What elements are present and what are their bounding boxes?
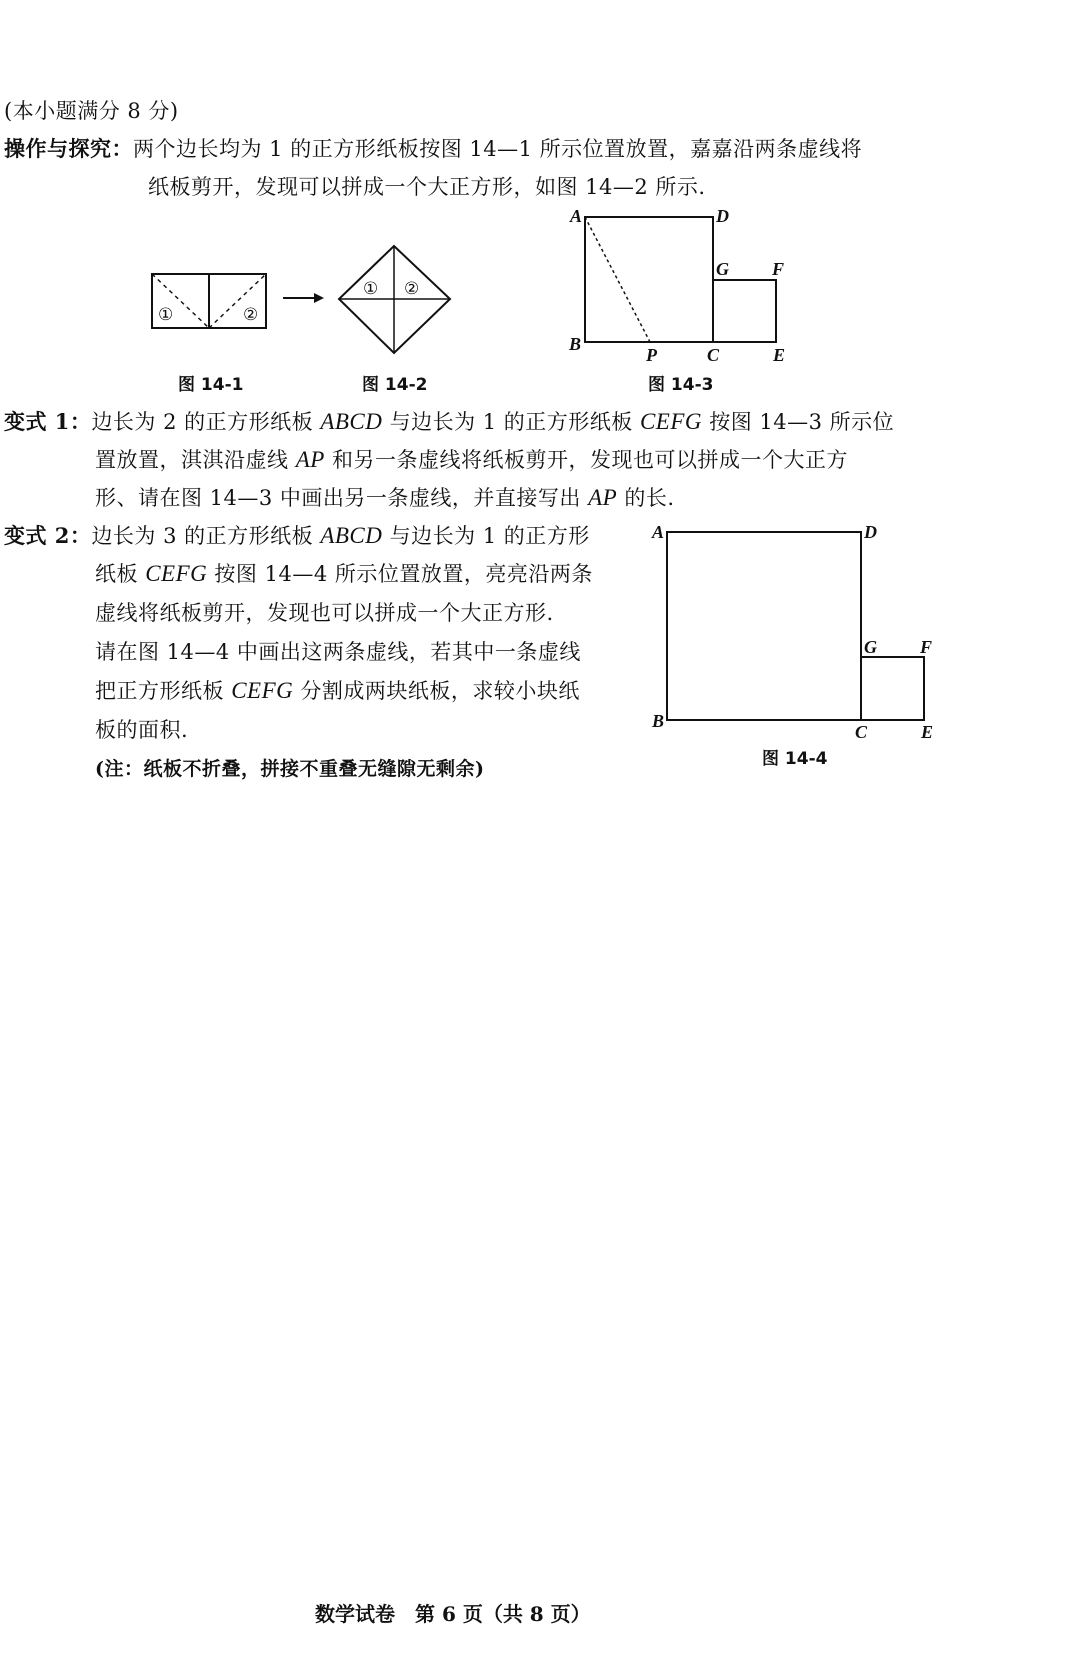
fig3-label-c: C bbox=[707, 345, 720, 365]
fig1-piece-1: ① bbox=[158, 305, 174, 325]
variant1-cefg: CEFG bbox=[639, 409, 703, 434]
problem-score-header: (本小题满分 8 分) bbox=[4, 99, 179, 123]
fig4-label-e: E bbox=[921, 722, 934, 742]
fig4-label-a: A bbox=[652, 522, 665, 542]
fig4-label-f: F bbox=[920, 637, 933, 657]
fig4-caption: 图 14-4 bbox=[762, 749, 828, 769]
fig3-label-e: E bbox=[773, 345, 786, 365]
variant2-label: 变式 2： bbox=[4, 523, 92, 548]
variant1-text-3a: 形、请在图 14—3 中画出另一条虚线，并直接写出 bbox=[95, 486, 589, 510]
fig2-piece-2: ② bbox=[404, 279, 420, 299]
variant2-text-5c: 分割成两块纸板，求较小块纸 bbox=[293, 679, 580, 703]
fig4-label-b: B bbox=[652, 711, 665, 731]
variant2-text-1a: 边长为 3 的正方形纸板 bbox=[91, 524, 321, 548]
note: (注：纸板不折叠，拼接不重叠无缝隙无剩余) bbox=[95, 758, 485, 780]
variant1-text-2a: 置放置，淇淇沿虚线 bbox=[95, 448, 296, 472]
variant2-line-4: 请在图 14—4 中画出这两条虚线，若其中一条虚线 bbox=[95, 640, 581, 664]
figure-14-3 bbox=[568, 206, 785, 365]
figure-14-1 bbox=[152, 274, 266, 328]
fig4-label-g: G bbox=[864, 637, 877, 657]
variant2-text-1c: 与边长为 1 的正方形 bbox=[382, 524, 590, 548]
intro-line-2: 纸板剪开，发现可以拼成一个大正方形，如图 14—2 所示. bbox=[148, 175, 706, 199]
variant1-line-1 bbox=[4, 406, 894, 436]
variant2-line-2 bbox=[95, 558, 593, 588]
fig3-cut-ap bbox=[585, 217, 650, 342]
variant1-text-2c: 和另一条虚线将纸板剪开，发现也可以拼成一个大正方 bbox=[324, 448, 848, 472]
fig4-square-cefg bbox=[861, 657, 924, 720]
page-footer: 数学试卷 第 6 页（共 8 页） bbox=[315, 1602, 591, 1626]
fig3-label-d: D bbox=[716, 206, 729, 226]
variant1-ap-2: AP bbox=[588, 485, 618, 510]
fig4-square-abcd bbox=[667, 532, 861, 720]
variant1-abcd: ABCD bbox=[320, 409, 383, 434]
fig3-label-a: A bbox=[570, 206, 583, 226]
fig3-label-p: P bbox=[646, 345, 657, 365]
variant2-line-6: 板的面积. bbox=[95, 718, 189, 742]
fig1-caption: 图 14-1 bbox=[178, 375, 244, 395]
variant2-line-3: 虚线将纸板剪开，发现也可以拼成一个大正方形. bbox=[95, 601, 554, 625]
variant2-text-2c: 按图 14—4 所示位置放置，亮亮沿两条 bbox=[207, 562, 593, 586]
fig3-label-b: B bbox=[569, 334, 582, 354]
fig1-piece-2: ② bbox=[243, 305, 259, 325]
variant1-label: 变式 1： bbox=[4, 409, 92, 434]
fig3-caption: 图 14-3 bbox=[648, 375, 714, 395]
variant2-cefg-2: CEFG bbox=[231, 678, 294, 703]
variant2-abcd: ABCD bbox=[320, 523, 383, 548]
variant2-text-2a: 纸板 bbox=[95, 562, 146, 586]
arrow-icon bbox=[283, 293, 324, 303]
variant2-line-1 bbox=[4, 520, 590, 550]
fig4-label-c: C bbox=[855, 722, 868, 742]
variant2-cefg-1: CEFG bbox=[145, 561, 208, 586]
variant1-line-2 bbox=[95, 444, 848, 474]
figure-14-4 bbox=[651, 522, 933, 742]
intro-text-1: 两个边长均为 1 的正方形纸板按图 14—1 所示位置放置，嘉嘉沿两条虚线将 bbox=[133, 137, 863, 161]
fig2-caption: 图 14-2 bbox=[362, 375, 428, 395]
variant1-text-1a: 边长为 2 的正方形纸板 bbox=[91, 410, 321, 434]
intro-label: 操作与探究： bbox=[4, 136, 133, 161]
variant2-line-5 bbox=[95, 675, 580, 705]
fig2-piece-1: ① bbox=[363, 279, 379, 299]
variant1-text-1e: 按图 14—3 所示位 bbox=[702, 410, 895, 434]
fig3-label-g: G bbox=[716, 259, 729, 279]
variant2-text-5a: 把正方形纸板 bbox=[95, 679, 232, 703]
variant1-line-3 bbox=[95, 482, 675, 512]
fig4-label-d: D bbox=[864, 522, 877, 542]
variant1-ap-1: AP bbox=[295, 447, 325, 472]
variant1-text-1c: 与边长为 1 的正方形纸板 bbox=[382, 410, 640, 434]
fig3-square-abcd bbox=[585, 217, 713, 342]
figure-14-2 bbox=[339, 246, 450, 353]
fig3-square-cefg bbox=[713, 280, 776, 342]
variant1-text-3c: 的长. bbox=[617, 486, 675, 510]
fig3-label-f: F bbox=[772, 259, 785, 279]
